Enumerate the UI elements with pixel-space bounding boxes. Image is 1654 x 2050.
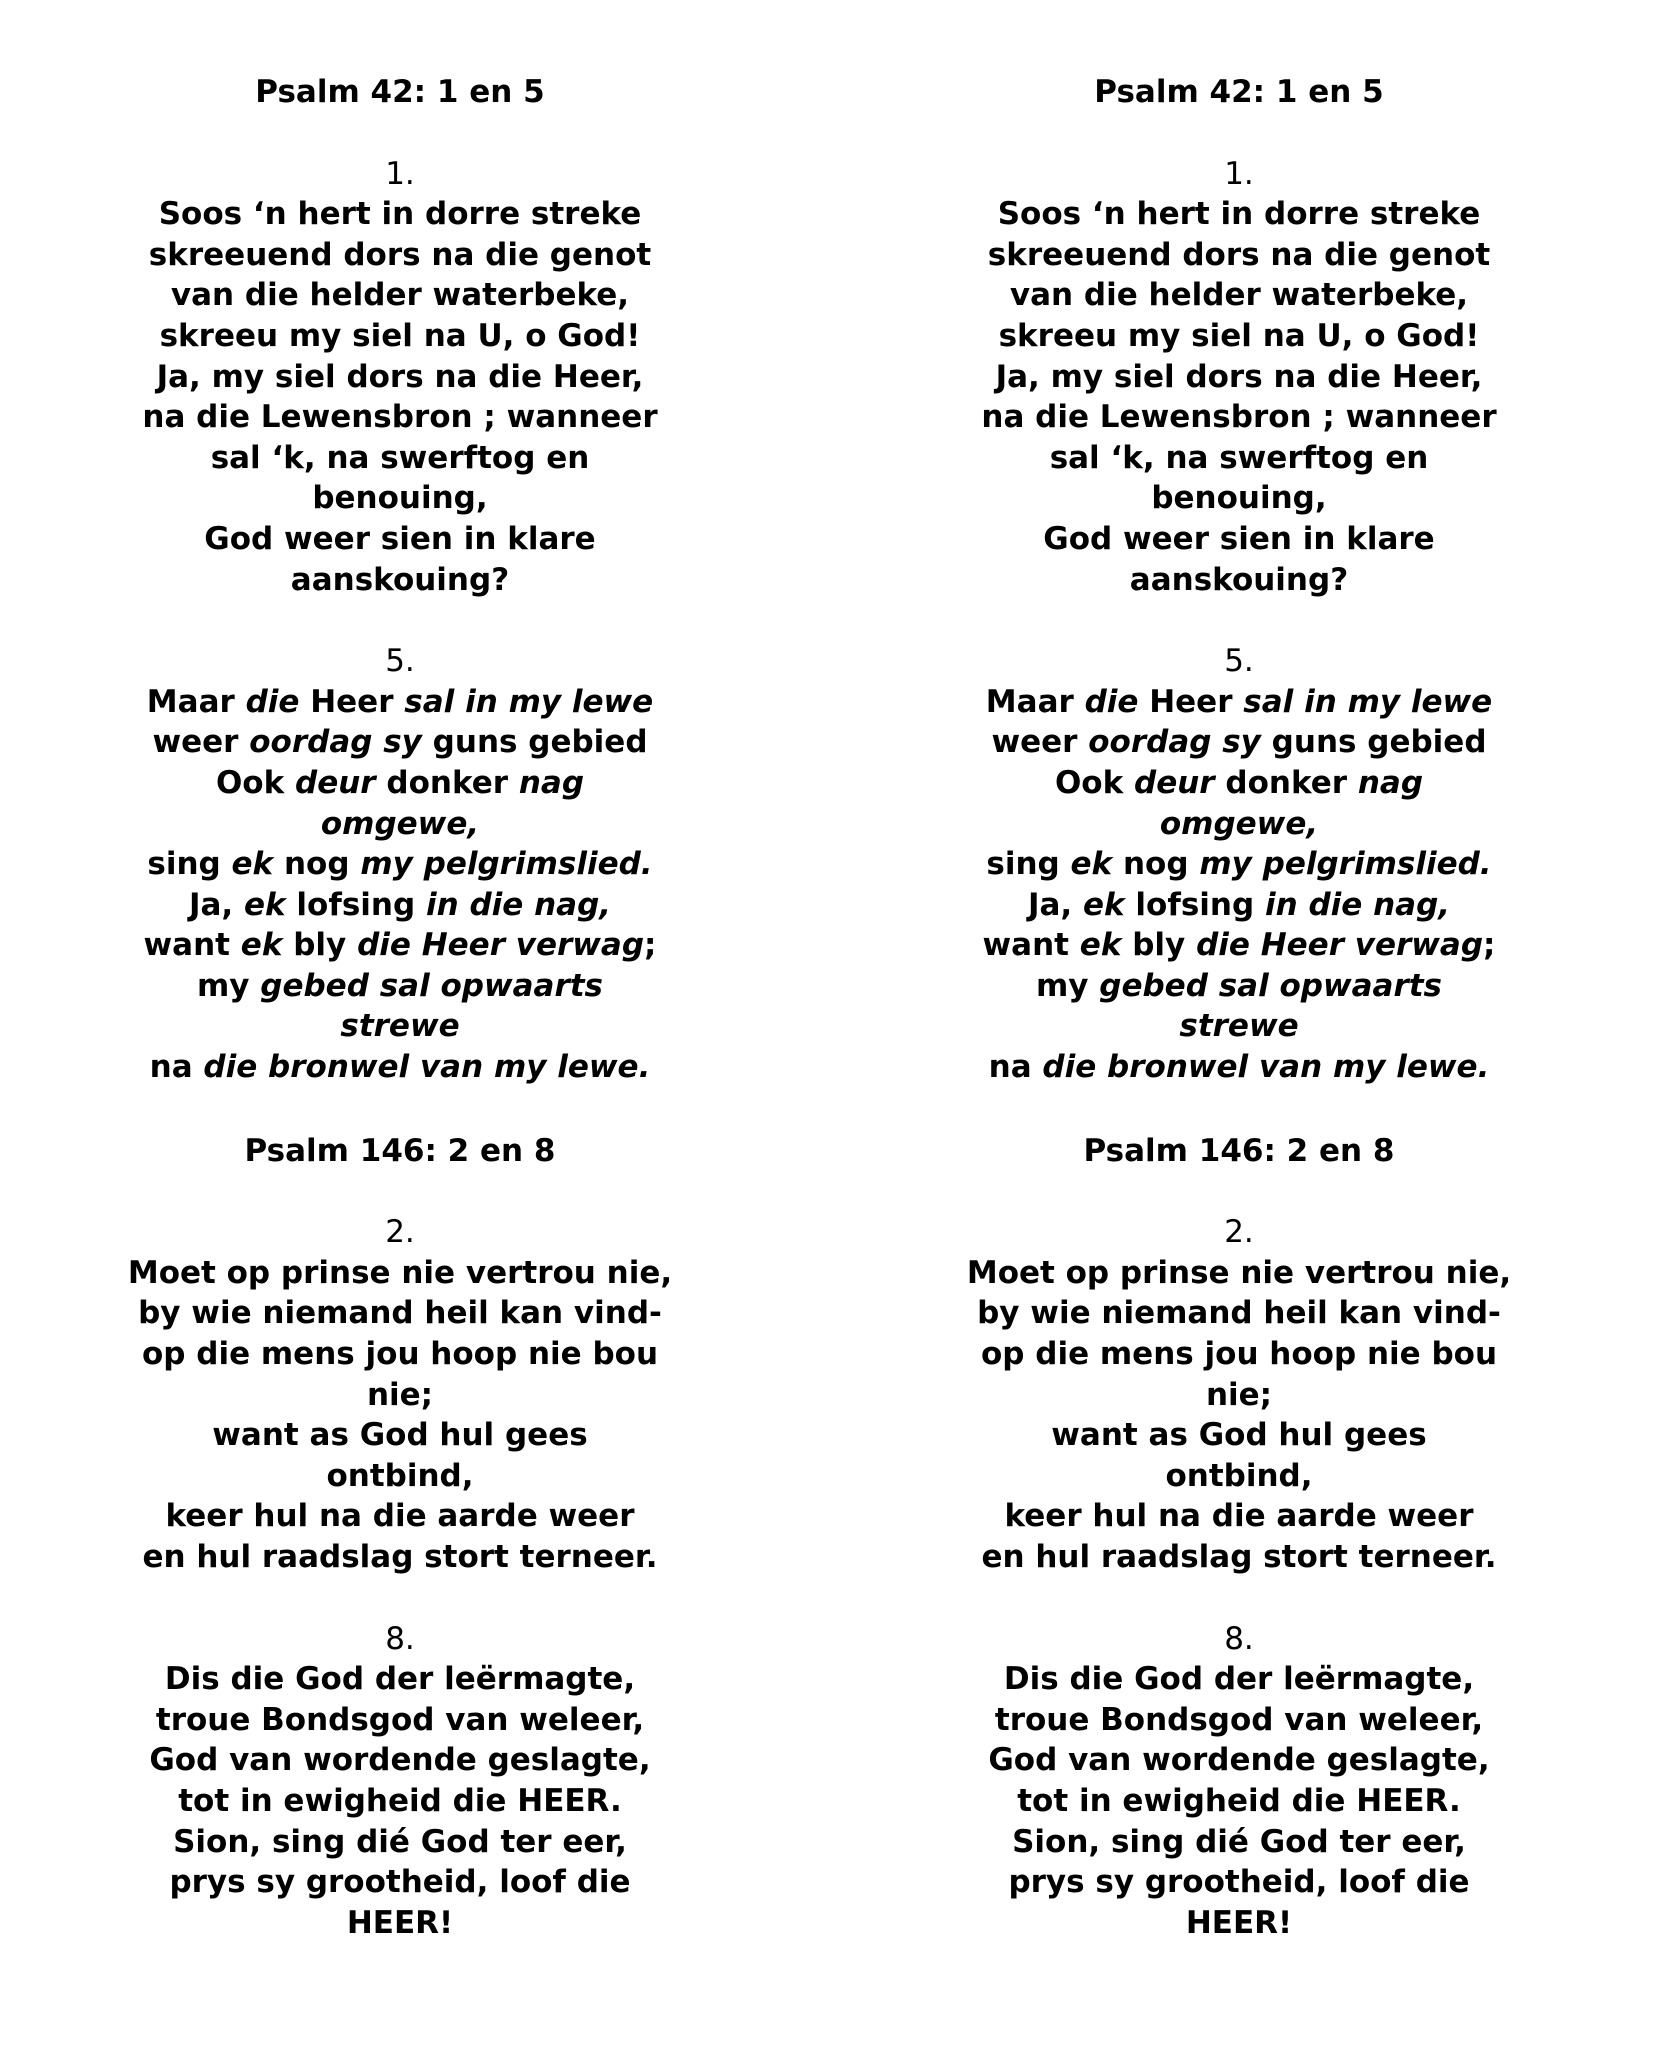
verse-line (90, 1006, 710, 1047)
italic-segment: gebed sal opwaarts (1099, 967, 1443, 1004)
verse-line: skreeu my siel na U, o God! (998, 317, 1480, 354)
italic-segment: deur (295, 764, 376, 801)
verse-number: 1. (385, 155, 415, 192)
verse-line: sal ‘k, na swerftog en (210, 439, 590, 476)
verse-line: God weer sien in klare (204, 520, 596, 557)
verse-line: na die Lewensbron ; wanneer (981, 399, 1497, 436)
text-segment: Heer (299, 683, 405, 720)
verse-line: prys sy grootheid, loof die (1008, 1864, 1470, 1901)
italic-segment: ek (1070, 846, 1113, 883)
verse-line: by wie niemand heil kan vind- (138, 1295, 662, 1332)
text-segment: ; (1483, 927, 1496, 964)
verse-line: Sion, sing dié God ter eer, (1012, 1823, 1466, 1860)
verse-line (90, 966, 710, 1007)
italic-segment: ek (231, 846, 274, 883)
verse-line (929, 722, 1549, 763)
verse-line: van die helder waterbeke, (1009, 277, 1469, 314)
italic-segment: die bronwel van my lewe. (203, 1049, 651, 1086)
verse-line (929, 966, 1549, 1007)
italic-segment: ek (243, 886, 286, 923)
text-segment: Ja, (1027, 886, 1083, 923)
text-segment: weer (991, 724, 1089, 761)
verse-line: ontbind, (1165, 1457, 1313, 1494)
psalm-42-title: Psalm 42: 1 en 5 (1094, 74, 1384, 110)
verse-line: keer hul na die aarde weer (165, 1498, 635, 1535)
text-segment: my (1035, 967, 1100, 1004)
verse-line: Dis die God der leërmagte, (1003, 1661, 1475, 1698)
italic-segment: ek (1079, 927, 1122, 964)
text-segment: sing (986, 846, 1071, 883)
verse-number: 5. (385, 643, 415, 680)
verse-line: keer hul na die aarde weer (1004, 1498, 1474, 1535)
verse-line: God van wordende geslagte, (149, 1742, 651, 1779)
psalm-146-title: Psalm 146: 2 en 8 (1083, 1132, 1395, 1169)
text-segment: Maar (146, 683, 246, 720)
verse-line: troue Bondsgod van weleer, (994, 1701, 1484, 1738)
psalm-146-verse-8 (929, 1619, 1549, 1944)
italic-segment: sal in my lewe (404, 683, 654, 720)
italic-segment: strewe (1179, 1008, 1299, 1045)
text-segment: bly (1121, 927, 1197, 964)
italic-segment: oordag sy (1088, 724, 1261, 761)
italic-segment: oordag sy (249, 724, 422, 761)
verse-line (90, 925, 710, 966)
text-segment: Maar (985, 683, 1085, 720)
verse-line: skreeuend dors na die genot (148, 236, 652, 273)
text-segment: na (988, 1049, 1043, 1086)
verse-line (90, 1047, 710, 1088)
verse-line: by wie niemand heil kan vind- (977, 1295, 1501, 1332)
verse-line (929, 844, 1549, 885)
verse-line (929, 925, 1549, 966)
verse-line: want as God hul gees (212, 1417, 588, 1454)
text-segment: want (143, 927, 241, 964)
verse-line: Soos ‘n hert in dorre streke (997, 196, 1481, 233)
verse-line: en hul raadslag stort terneer. (142, 1539, 658, 1575)
italic-segment: my pelgrimslied. (360, 846, 653, 883)
psalm-42-verse-5 (90, 641, 710, 1088)
verse-line: Soos ‘n hert in dorre streke (158, 196, 642, 233)
text-segment: guns gebied (1260, 724, 1487, 761)
psalm-42-verse-1 (929, 154, 1549, 601)
psalm-146-verse-2 (90, 1212, 710, 1577)
text-segment: lofsing (1124, 886, 1265, 923)
verse-line: skreeu my siel na U, o God! (159, 317, 641, 354)
text-segment: my (196, 967, 261, 1004)
italic-segment: nag (1357, 764, 1424, 801)
text-segment: Ook (1054, 764, 1135, 801)
verse-line: benouing, (1151, 480, 1327, 517)
italic-segment: gebed sal opwaarts (260, 967, 604, 1004)
verse-line: tot in ewigheid die HEER. (178, 1782, 622, 1819)
verse-line: nie; (366, 1376, 434, 1413)
verse-number: 5. (1224, 643, 1254, 680)
verse-line: Moet op prinse nie vertrou nie, (127, 1254, 673, 1291)
psalm-42-verse-1 (90, 154, 710, 601)
italic-segment: die (1084, 683, 1139, 720)
verse-line: HEER! (1185, 1904, 1293, 1941)
text-segment: Heer (1138, 683, 1244, 720)
verse-line: God van wordende geslagte, (988, 1742, 1490, 1779)
text-segment: ; (644, 927, 657, 964)
verse-line (90, 844, 710, 885)
verse-number: 1. (1224, 155, 1254, 192)
verse-line: van die helder waterbeke, (170, 277, 630, 314)
italic-segment: die Heer verwag (1196, 927, 1484, 964)
verse-number: 8. (385, 1620, 415, 1657)
verse-line: Ja, my siel dors na die Heer, (156, 358, 644, 395)
verse-line (929, 1047, 1549, 1088)
text-segment: want (982, 927, 1080, 964)
psalm-42-title: Psalm 42: 1 en 5 (255, 74, 545, 110)
italic-segment: in die nag, (425, 886, 612, 923)
text-segment: Ook (215, 764, 296, 801)
verse-line: aanskouing? (1129, 561, 1349, 598)
verse-line (90, 885, 710, 926)
verse-line: skreeuend dors na die genot (987, 236, 1491, 273)
verse-line (929, 1006, 1549, 1047)
verse-number: 2. (1224, 1214, 1254, 1251)
text-segment: Ja, (188, 886, 244, 923)
text-segment: na (149, 1049, 204, 1086)
text-segment: nog (1112, 846, 1200, 883)
verse-line: HEER! (346, 1904, 454, 1941)
text-segment: nog (273, 846, 361, 883)
italic-segment: omgewe, (1159, 805, 1319, 842)
psalm-146-verse-2 (929, 1212, 1549, 1577)
right-column (929, 72, 1549, 1984)
verse-number: 8. (1224, 1620, 1254, 1657)
text-segment: guns gebied (421, 724, 648, 761)
italic-segment: deur (1134, 764, 1215, 801)
verse-line (90, 763, 710, 804)
verse-line: op die mens jou hoop nie bou (980, 1336, 1498, 1373)
verse-line (929, 885, 1549, 926)
verse-line: Moet op prinse nie vertrou nie, (966, 1254, 1512, 1291)
italic-segment: in die nag, (1264, 886, 1451, 923)
verse-line: Ja, my siel dors na die Heer, (995, 358, 1483, 395)
verse-line (90, 722, 710, 763)
verse-line: op die mens jou hoop nie bou (141, 1336, 659, 1373)
verse-line: troue Bondsgod van weleer, (155, 1701, 645, 1738)
text-segment: sing (147, 846, 232, 883)
verse-line (929, 682, 1549, 723)
italic-segment: strewe (340, 1008, 460, 1045)
text-segment: lofsing (285, 886, 426, 923)
verse-line (90, 804, 710, 845)
text-segment: donker (1214, 764, 1358, 801)
verse-line: want as God hul gees (1051, 1417, 1427, 1454)
text-segment: donker (375, 764, 519, 801)
verse-line: nie; (1205, 1376, 1273, 1413)
verse-line: tot in ewigheid die HEER. (1017, 1782, 1461, 1819)
italic-segment: die bronwel van my lewe. (1042, 1049, 1490, 1086)
verse-line: Sion, sing dié God ter eer, (173, 1823, 627, 1860)
verse-line: Dis die God der leërmagte, (164, 1661, 636, 1698)
verse-line: benouing, (312, 480, 488, 517)
italic-segment: die Heer verwag (357, 927, 645, 964)
verse-line: ontbind, (326, 1457, 474, 1494)
text-segment: bly (282, 927, 358, 964)
italic-segment: omgewe, (320, 805, 480, 842)
italic-segment: ek (240, 927, 283, 964)
verse-line: God weer sien in klare (1043, 520, 1435, 557)
psalm-146-verse-8 (90, 1619, 710, 1944)
verse-line: aanskouing? (290, 561, 510, 598)
verse-line: na die Lewensbron ; wanneer (142, 399, 658, 436)
psalm-42-verse-5 (929, 641, 1549, 1088)
verse-line: prys sy grootheid, loof die (169, 1864, 631, 1901)
italic-segment: nag (518, 764, 585, 801)
verse-line (929, 804, 1549, 845)
psalm-146-title: Psalm 146: 2 en 8 (244, 1132, 556, 1169)
verse-line (90, 682, 710, 723)
text-segment: weer (152, 724, 250, 761)
italic-segment: ek (1082, 886, 1125, 923)
left-column (90, 72, 710, 1984)
verse-line (929, 763, 1549, 804)
italic-segment: my pelgrimslied. (1199, 846, 1492, 883)
italic-segment: die (245, 683, 300, 720)
verse-line: en hul raadslag stort terneer. (981, 1539, 1497, 1575)
verse-number: 2. (385, 1214, 415, 1251)
verse-line: sal ‘k, na swerftog en (1049, 439, 1429, 476)
italic-segment: sal in my lewe (1243, 683, 1493, 720)
